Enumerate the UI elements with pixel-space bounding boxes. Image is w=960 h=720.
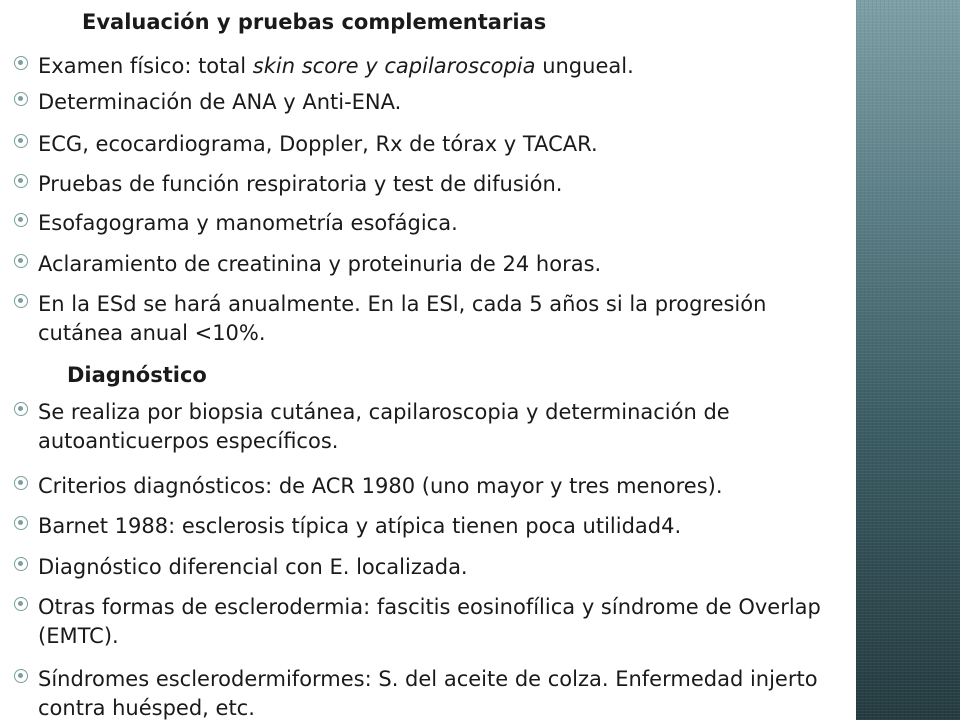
list-item-funcion-respiratoria xyxy=(14,170,954,198)
circled-dot-bullet-icon xyxy=(14,174,28,188)
circled-dot-bullet-icon xyxy=(14,213,28,227)
list-item-text: Diagnóstico diferencial con E. localizada. xyxy=(38,555,468,579)
list-item-biopsia xyxy=(14,398,954,454)
list-item-text-line-1: En la ESd se hará anualmente. En la ESl, cada 5 años si la progresión xyxy=(38,292,767,316)
circled-dot-bullet-icon xyxy=(14,92,28,106)
list-item-text-line-1: Se realiza por biopsia cutánea, capilaroscopia y determinación de xyxy=(38,400,730,424)
list-item-text: Barnet 1988: esclerosis típica y atípica tienen poca utilidad4. xyxy=(38,514,682,538)
circled-dot-bullet-icon xyxy=(14,56,28,70)
list-item-text: Examen físico: total skin score y capilaroscopia ungueal. xyxy=(38,54,634,78)
circled-dot-bullet-icon xyxy=(14,134,28,148)
list-item-text: Pruebas de función respiratoria y test de difusión. xyxy=(38,172,563,196)
list-item-barnet xyxy=(14,512,954,540)
list-item-diagnostico-diferencial xyxy=(14,553,954,581)
circled-dot-bullet-icon xyxy=(14,557,28,571)
circled-dot-bullet-icon xyxy=(14,254,28,268)
list-item-text: Aclaramiento de creatinina y proteinuria de 24 horas. xyxy=(38,252,602,276)
list-item-text: Determinación de ANA y Anti-ENA. xyxy=(38,90,402,114)
list-item-text-line-2: cutánea anual <10%. xyxy=(38,321,266,345)
circled-dot-bullet-icon xyxy=(14,294,28,308)
circled-dot-bullet-icon xyxy=(14,597,28,611)
list-item-ecg xyxy=(14,130,954,158)
list-item-text: ECG, ecocardiograma, Doppler, Rx de tórax y TACAR. xyxy=(38,132,598,156)
circled-dot-bullet-icon xyxy=(14,476,28,490)
list-item-esofagograma xyxy=(14,209,954,237)
circled-dot-bullet-icon xyxy=(14,669,28,683)
list-item-periodicidad xyxy=(14,290,954,346)
list-item-text: Esofagograma y manometría esofágica. xyxy=(38,211,458,235)
circled-dot-bullet-icon xyxy=(14,516,28,530)
list-item-text-line-1: Otras formas de esclerodermia: fascitis eosinofílica y síndrome de Overlap xyxy=(38,595,821,619)
list-item-text-line-2: autoanticuerpos específicos. xyxy=(38,429,339,453)
list-item-sindromes-esclerodermiformes xyxy=(14,665,954,720)
circled-dot-bullet-icon xyxy=(14,402,28,416)
list-item-text-line-2: contra huésped, etc. xyxy=(38,696,255,720)
list-item-aclaramiento xyxy=(14,250,954,278)
list-item-text-line-1: Síndromes esclerodermiformes: S. del aceite de colza. Enfermedad injerto xyxy=(38,667,818,691)
list-item-ana-anti-ena xyxy=(14,88,954,116)
section-title-evaluacion: Evaluación y pruebas complementarias xyxy=(82,10,547,34)
section-title-diagnostico: Diagnóstico xyxy=(67,363,207,387)
list-item-otras-formas xyxy=(14,593,954,649)
list-item-text-line-2: (EMTC). xyxy=(38,624,119,648)
list-item-text: Criterios diagnósticos: de ACR 1980 (uno mayor y tres menores). xyxy=(38,474,723,498)
list-item-examen-fisico xyxy=(14,52,954,80)
list-item-criterios xyxy=(14,472,954,500)
